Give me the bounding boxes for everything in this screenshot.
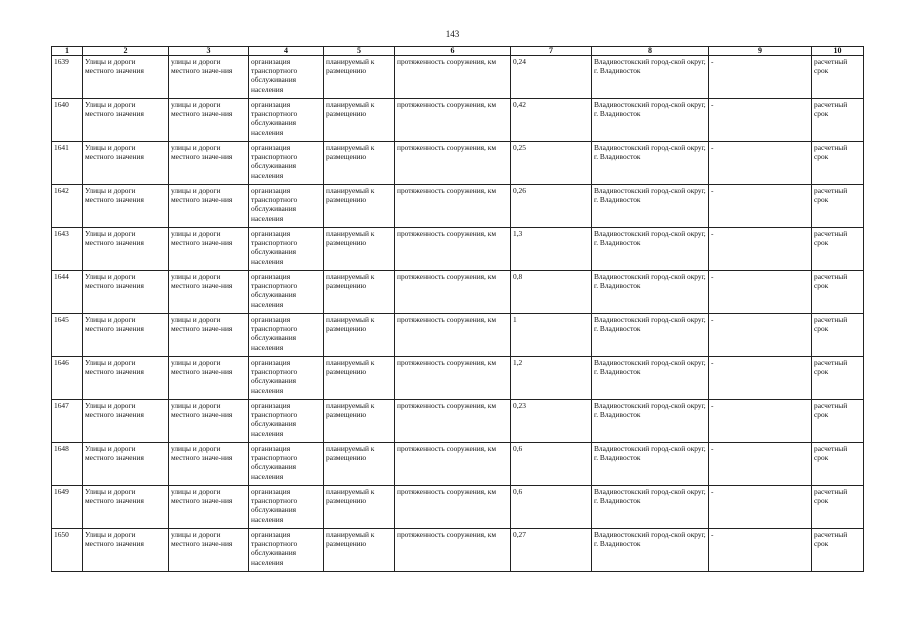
row-number-cell: 1649: [52, 486, 83, 529]
object-type-cell: улицы и дороги местного значе-ния: [169, 443, 249, 486]
value-cell: 1,3: [511, 228, 592, 271]
characteristic-cell: протяженность сооружения, км: [395, 529, 511, 572]
row-number-cell: 1641: [52, 142, 83, 185]
row-number-cell: 1647: [52, 400, 83, 443]
zone-cell: -: [709, 56, 812, 99]
term-cell: расчетный срок: [812, 400, 864, 443]
object-type-cell: улицы и дороги местного значе-ния: [169, 529, 249, 572]
value-cell: 0,6: [511, 443, 592, 486]
status-cell: планируемый к размещению: [324, 314, 395, 357]
purpose-cell: организация транспортного обслуживания населения: [249, 400, 324, 443]
table-row: [52, 142, 864, 185]
term-cell: расчетный срок: [812, 56, 864, 99]
status-cell: планируемый к размещению: [324, 142, 395, 185]
table-row: [52, 99, 864, 142]
characteristic-cell: протяженность сооружения, км: [395, 142, 511, 185]
value-cell: 0,24: [511, 56, 592, 99]
status-cell: планируемый к размещению: [324, 99, 395, 142]
purpose-cell: организация транспортного обслуживания населения: [249, 529, 324, 572]
zone-cell: -: [709, 185, 812, 228]
characteristic-cell: протяженность сооружения, км: [395, 443, 511, 486]
zone-cell: -: [709, 99, 812, 142]
characteristic-cell: протяженность сооружения, км: [395, 185, 511, 228]
column-number: 5: [324, 47, 395, 56]
table-row: [52, 228, 864, 271]
zone-cell: -: [709, 142, 812, 185]
column-number-row: [52, 47, 864, 56]
status-cell: планируемый к размещению: [324, 185, 395, 228]
column-number: 3: [169, 47, 249, 56]
location-cell: Владивостокский город-ской округ, г. Владивосток: [592, 185, 709, 228]
object-type-cell: улицы и дороги местного значе-ния: [169, 99, 249, 142]
status-cell: планируемый к размещению: [324, 56, 395, 99]
object-name-cell: Улицы и дороги местного значения: [83, 228, 169, 271]
purpose-cell: организация транспортного обслуживания населения: [249, 228, 324, 271]
table-row: [52, 271, 864, 314]
location-cell: Владивостокский город-ской округ, г. Владивосток: [592, 271, 709, 314]
characteristic-cell: протяженность сооружения, км: [395, 400, 511, 443]
purpose-cell: организация транспортного обслуживания населения: [249, 443, 324, 486]
object-name-cell: Улицы и дороги местного значения: [83, 56, 169, 99]
location-cell: Владивостокский город-ской округ, г. Владивосток: [592, 443, 709, 486]
page-number: 143: [445, 29, 460, 39]
object-type-cell: улицы и дороги местного значе-ния: [169, 271, 249, 314]
location-cell: Владивостокский город-ской округ, г. Владивосток: [592, 56, 709, 99]
characteristic-cell: протяженность сооружения, км: [395, 228, 511, 271]
location-cell: Владивостокский город-ской округ, г. Владивосток: [592, 228, 709, 271]
object-type-cell: улицы и дороги местного значе-ния: [169, 314, 249, 357]
location-cell: Владивостокский город-ской округ, г. Владивосток: [592, 142, 709, 185]
purpose-cell: организация транспортного обслуживания населения: [249, 99, 324, 142]
object-type-cell: улицы и дороги местного значе-ния: [169, 357, 249, 400]
characteristic-cell: протяженность сооружения, км: [395, 486, 511, 529]
status-cell: планируемый к размещению: [324, 529, 395, 572]
value-cell: 0,23: [511, 400, 592, 443]
term-cell: расчетный срок: [812, 486, 864, 529]
row-number-cell: 1646: [52, 357, 83, 400]
object-name-cell: Улицы и дороги местного значения: [83, 357, 169, 400]
object-name-cell: Улицы и дороги местного значения: [83, 314, 169, 357]
value-cell: 0,25: [511, 142, 592, 185]
column-number: 9: [709, 47, 812, 56]
location-cell: Владивостокский город-ской округ, г. Владивосток: [592, 529, 709, 572]
column-number: 6: [395, 47, 511, 56]
location-cell: Владивостокский город-ской округ, г. Владивосток: [592, 357, 709, 400]
characteristic-cell: протяженность сооружения, км: [395, 99, 511, 142]
table-body: [52, 56, 864, 572]
object-type-cell: улицы и дороги местного значе-ния: [169, 56, 249, 99]
purpose-cell: организация транспортного обслуживания населения: [249, 142, 324, 185]
status-cell: планируемый к размещению: [324, 400, 395, 443]
object-name-cell: Улицы и дороги местного значения: [83, 400, 169, 443]
column-number: 1: [52, 47, 83, 56]
column-number: 4: [249, 47, 324, 56]
object-type-cell: улицы и дороги местного значе-ния: [169, 185, 249, 228]
object-type-cell: улицы и дороги местного значе-ния: [169, 486, 249, 529]
purpose-cell: организация транспортного обслуживания населения: [249, 271, 324, 314]
row-number-cell: 1642: [52, 185, 83, 228]
characteristic-cell: протяженность сооружения, км: [395, 314, 511, 357]
object-name-cell: Улицы и дороги местного значения: [83, 142, 169, 185]
table-row: [52, 529, 864, 572]
location-cell: Владивостокский город-ской округ, г. Владивосток: [592, 314, 709, 357]
status-cell: планируемый к размещению: [324, 357, 395, 400]
zone-cell: -: [709, 314, 812, 357]
characteristic-cell: протяженность сооружения, км: [395, 56, 511, 99]
column-number: 8: [592, 47, 709, 56]
value-cell: 1: [511, 314, 592, 357]
zone-cell: -: [709, 400, 812, 443]
zone-cell: -: [709, 228, 812, 271]
purpose-cell: организация транспортного обслуживания населения: [249, 56, 324, 99]
row-number-cell: 1644: [52, 271, 83, 314]
purpose-cell: организация транспортного обслуживания населения: [249, 486, 324, 529]
row-number-cell: 1648: [52, 443, 83, 486]
object-name-cell: Улицы и дороги местного значения: [83, 185, 169, 228]
table-row: [52, 357, 864, 400]
object-name-cell: Улицы и дороги местного значения: [83, 486, 169, 529]
table-row: [52, 314, 864, 357]
zone-cell: -: [709, 357, 812, 400]
purpose-cell: организация транспортного обслуживания населения: [249, 314, 324, 357]
purpose-cell: организация транспортного обслуживания населения: [249, 357, 324, 400]
row-number-cell: 1645: [52, 314, 83, 357]
object-name-cell: Улицы и дороги местного значения: [83, 271, 169, 314]
status-cell: планируемый к размещению: [324, 486, 395, 529]
zone-cell: -: [709, 271, 812, 314]
location-cell: Владивостокский город-ской округ, г. Владивосток: [592, 400, 709, 443]
term-cell: расчетный срок: [812, 357, 864, 400]
object-name-cell: Улицы и дороги местного значения: [83, 443, 169, 486]
term-cell: расчетный срок: [812, 314, 864, 357]
status-cell: планируемый к размещению: [324, 228, 395, 271]
value-cell: 0,27: [511, 529, 592, 572]
characteristic-cell: протяженность сооружения, км: [395, 357, 511, 400]
term-cell: расчетный срок: [812, 142, 864, 185]
zone-cell: -: [709, 529, 812, 572]
object-type-cell: улицы и дороги местного значе-ния: [169, 228, 249, 271]
value-cell: 0,8: [511, 271, 592, 314]
characteristic-cell: протяженность сооружения, км: [395, 271, 511, 314]
row-number-cell: 1643: [52, 228, 83, 271]
object-type-cell: улицы и дороги местного значе-ния: [169, 400, 249, 443]
object-type-cell: улицы и дороги местного значе-ния: [169, 142, 249, 185]
zone-cell: -: [709, 443, 812, 486]
table-row: [52, 56, 864, 99]
table-row: [52, 185, 864, 228]
row-number-cell: 1639: [52, 56, 83, 99]
table-row: [52, 443, 864, 486]
value-cell: 0,26: [511, 185, 592, 228]
status-cell: планируемый к размещению: [324, 443, 395, 486]
value-cell: 1,2: [511, 357, 592, 400]
row-number-cell: 1640: [52, 99, 83, 142]
term-cell: расчетный срок: [812, 228, 864, 271]
term-cell: расчетный срок: [812, 271, 864, 314]
column-number: 7: [511, 47, 592, 56]
zone-cell: -: [709, 486, 812, 529]
term-cell: расчетный срок: [812, 185, 864, 228]
table-row: [52, 400, 864, 443]
value-cell: 0,6: [511, 486, 592, 529]
registry-table: [51, 46, 864, 572]
purpose-cell: организация транспортного обслуживания населения: [249, 185, 324, 228]
term-cell: расчетный срок: [812, 443, 864, 486]
table-row: [52, 486, 864, 529]
row-number-cell: 1650: [52, 529, 83, 572]
location-cell: Владивостокский город-ской округ, г. Владивосток: [592, 99, 709, 142]
status-cell: планируемый к размещению: [324, 271, 395, 314]
location-cell: Владивостокский город-ской округ, г. Владивосток: [592, 486, 709, 529]
column-number: 10: [812, 47, 864, 56]
object-name-cell: Улицы и дороги местного значения: [83, 99, 169, 142]
term-cell: расчетный срок: [812, 529, 864, 572]
value-cell: 0,42: [511, 99, 592, 142]
column-number: 2: [83, 47, 169, 56]
term-cell: расчетный срок: [812, 99, 864, 142]
object-name-cell: Улицы и дороги местного значения: [83, 529, 169, 572]
